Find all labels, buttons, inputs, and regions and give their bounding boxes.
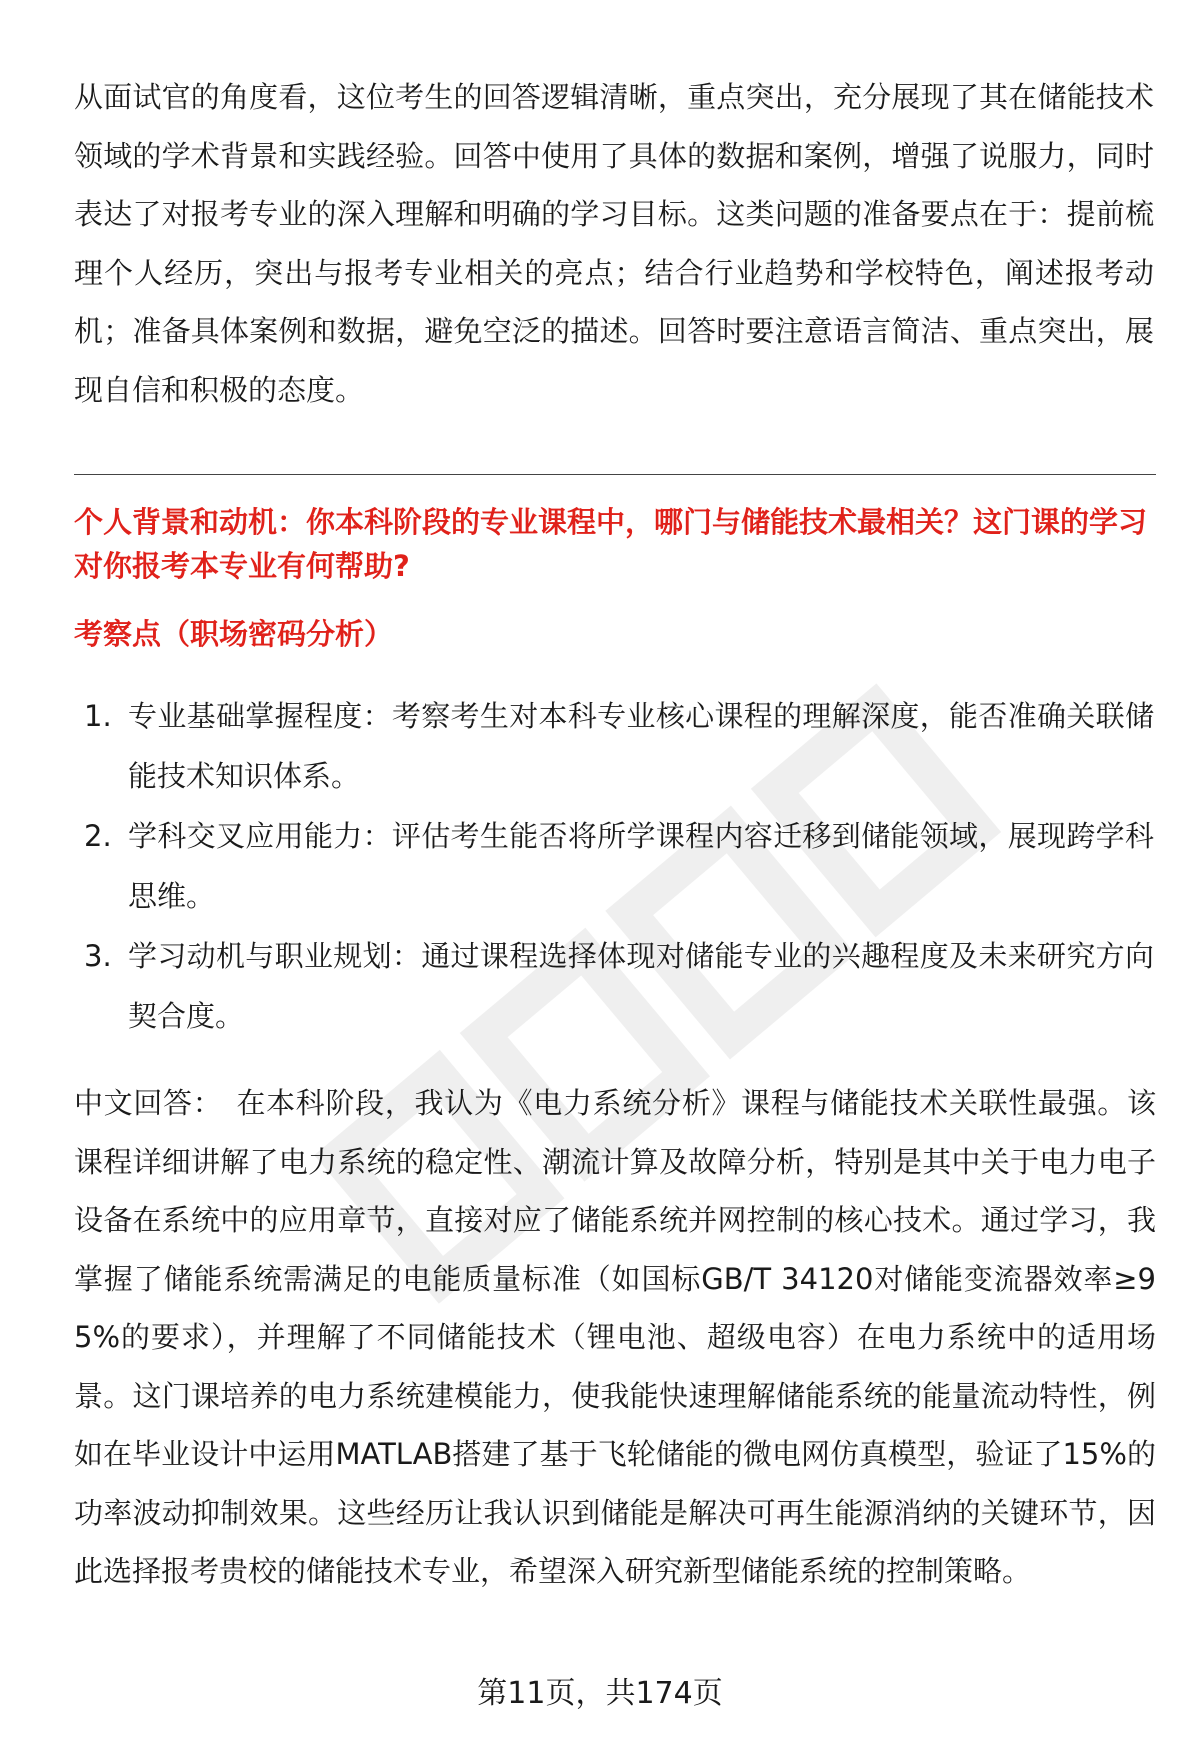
intro-section	[74, 68, 1154, 419]
section-divider	[74, 474, 1156, 475]
list-item	[74, 806, 1154, 926]
list-item-text: 学科交叉应用能力：评估考生能否将所学课程内容迁移到储能领域，展现跨学科思维。	[128, 819, 1154, 913]
list-item-text: 专业基础掌握程度：考察考生对本科专业核心课程的理解深度，能否准确关联储能技术知识体系。	[128, 699, 1154, 793]
list-item-number: 2.	[84, 819, 112, 853]
list-item-text: 学习动机与职业规划：通过课程选择体现对储能专业的兴趣程度及未来研究方向契合度。	[128, 939, 1154, 1033]
answer-label: 中文回答：	[74, 1086, 223, 1120]
answer-text: 在本科阶段，我认为《电力系统分析》课程与储能技术关联性最强。该课程详细讲解了电力系统的稳定性、潮流计算及故障分析，特别是其中关于电力电子设备在系统中的应用章节，直接对应了储能系统并网控制的核心技术。通过学习，我掌握了储能系统需满足的电能质量标准（如国标GB/T 34120对储能变流器效率≥95%的要求），并理解了不同储能技术（锂电池、超级电容）在电力系统中的适用场景。这门课培养的电力系统建模能力，使我能快速理解储能系统的能量流动特性，例如在毕业设计中运用MATLAB搭建了基于飞轮储能的微电网仿真模型，验证了15%的功率波动抑制效果。这些经历让我认识到储能是解决可再生能源消纳的关键环节，因此选择报考贵校的储能技术专业，希望深入研究新型储能系统的控制策略。	[74, 1086, 1156, 1588]
list-item	[74, 686, 1154, 806]
question-heading: 个人背景和动机：你本科阶段的专业课程中，哪门与储能技术最相关？这门课的学习对你报考本专业有何帮助?	[74, 505, 1148, 583]
list-item-number: 3.	[84, 939, 112, 973]
list-item	[74, 926, 1154, 1046]
intro-paragraph: 从面试官的角度看，这位考生的回答逻辑清晰，重点突出，充分展现了其在储能技术领域的学术背景和实践经验。回答中使用了具体的数据和案例，增强了说服力，同时表达了对报考专业的深入理解和明确的学习目标。这类问题的准备要点在于：提前梳理个人经历，突出与报考专业相关的亮点；结合行业趋势和学校特色，阐述报考动机；准备具体案例和数据，避免空泛的描述。回答时要注意语言简洁、重点突出，展现自信和积极的态度。	[74, 80, 1154, 407]
section-title: 考察点（职场密码分析）	[74, 617, 394, 651]
evaluation-points-list	[74, 686, 1154, 1046]
answer-paragraph	[74, 1074, 1156, 1601]
list-item-number: 1.	[84, 699, 112, 733]
page-number-footer: 第11页，共174页	[477, 1676, 723, 1711]
